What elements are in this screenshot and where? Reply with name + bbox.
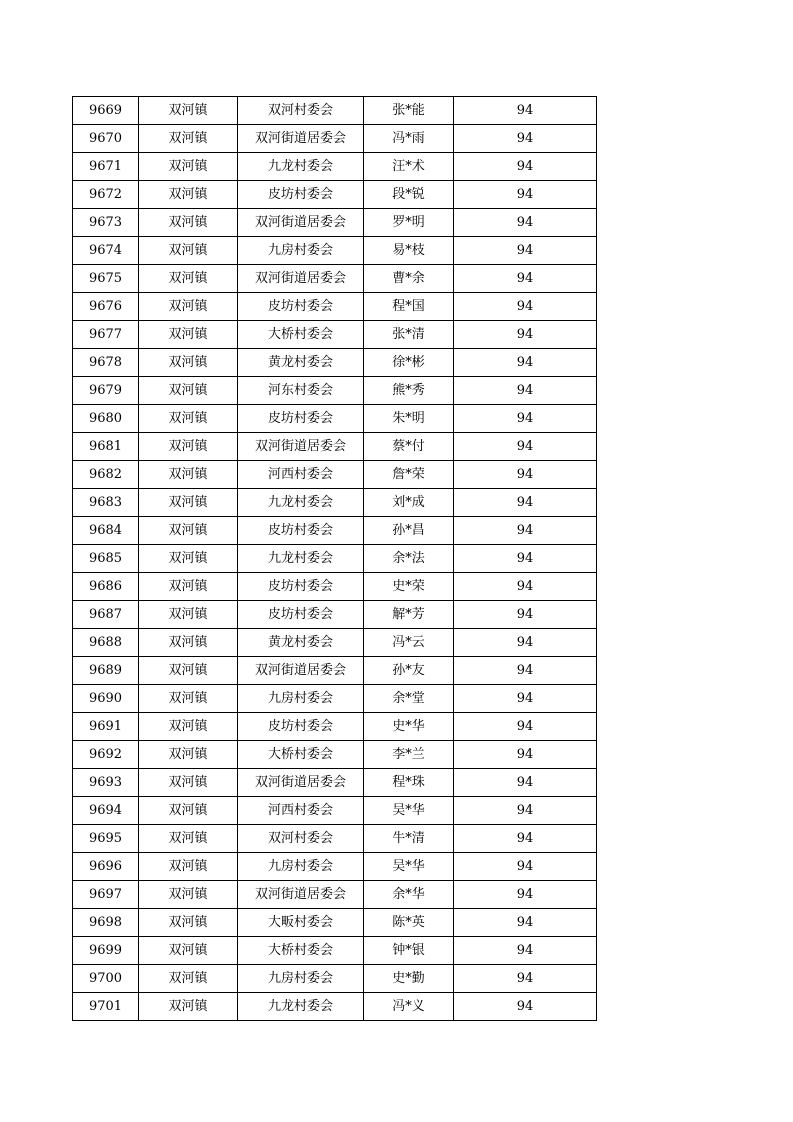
- serial-number-cell: 9674: [73, 237, 139, 265]
- person-name-cell: 徐*彬: [364, 349, 454, 377]
- score-cell: 94: [454, 125, 597, 153]
- roster-table: [72, 96, 597, 1021]
- town-cell: 双河镇: [139, 657, 238, 685]
- score-cell: 94: [454, 97, 597, 125]
- serial-number-cell: 9688: [73, 629, 139, 657]
- person-name-cell: 余*堂: [364, 685, 454, 713]
- table-row: [73, 881, 597, 909]
- town-cell: 双河镇: [139, 685, 238, 713]
- serial-number-cell: 9685: [73, 545, 139, 573]
- serial-number-cell: 9678: [73, 349, 139, 377]
- town-cell: 双河镇: [139, 321, 238, 349]
- town-cell: 双河镇: [139, 825, 238, 853]
- score-cell: 94: [454, 825, 597, 853]
- score-cell: 94: [454, 937, 597, 965]
- town-cell: 双河镇: [139, 629, 238, 657]
- serial-number-cell: 9671: [73, 153, 139, 181]
- table-row: [73, 97, 597, 125]
- village-committee-cell: 双河村委会: [238, 97, 364, 125]
- table-row: [73, 797, 597, 825]
- serial-number-cell: 9676: [73, 293, 139, 321]
- person-name-cell: 牛*清: [364, 825, 454, 853]
- serial-number-cell: 9683: [73, 489, 139, 517]
- score-cell: 94: [454, 853, 597, 881]
- town-cell: 双河镇: [139, 237, 238, 265]
- serial-number-cell: 9687: [73, 601, 139, 629]
- village-committee-cell: 九房村委会: [238, 853, 364, 881]
- town-cell: 双河镇: [139, 797, 238, 825]
- serial-number-cell: 9690: [73, 685, 139, 713]
- village-committee-cell: 皮坊村委会: [238, 293, 364, 321]
- person-name-cell: 詹*荣: [364, 461, 454, 489]
- village-committee-cell: 大畈村委会: [238, 909, 364, 937]
- table-row: [73, 181, 597, 209]
- town-cell: 双河镇: [139, 601, 238, 629]
- score-cell: 94: [454, 181, 597, 209]
- town-cell: 双河镇: [139, 405, 238, 433]
- person-name-cell: 熊*秀: [364, 377, 454, 405]
- serial-number-cell: 9679: [73, 377, 139, 405]
- person-name-cell: 吴*华: [364, 853, 454, 881]
- score-cell: 94: [454, 965, 597, 993]
- table-row: [73, 293, 597, 321]
- serial-number-cell: 9669: [73, 97, 139, 125]
- person-name-cell: 孙*昌: [364, 517, 454, 545]
- person-name-cell: 张*能: [364, 97, 454, 125]
- table-row: [73, 461, 597, 489]
- score-cell: 94: [454, 601, 597, 629]
- village-committee-cell: 九龙村委会: [238, 545, 364, 573]
- score-cell: 94: [454, 909, 597, 937]
- person-name-cell: 解*芳: [364, 601, 454, 629]
- table-row: [73, 993, 597, 1021]
- serial-number-cell: 9680: [73, 405, 139, 433]
- score-cell: 94: [454, 377, 597, 405]
- score-cell: 94: [454, 769, 597, 797]
- table-row: [73, 321, 597, 349]
- person-name-cell: 汪*术: [364, 153, 454, 181]
- village-committee-cell: 双河街道居委会: [238, 209, 364, 237]
- serial-number-cell: 9672: [73, 181, 139, 209]
- table-row: [73, 909, 597, 937]
- town-cell: 双河镇: [139, 937, 238, 965]
- serial-number-cell: 9695: [73, 825, 139, 853]
- person-name-cell: 史*勤: [364, 965, 454, 993]
- person-name-cell: 张*清: [364, 321, 454, 349]
- village-committee-cell: 河西村委会: [238, 797, 364, 825]
- village-committee-cell: 皮坊村委会: [238, 573, 364, 601]
- town-cell: 双河镇: [139, 293, 238, 321]
- village-committee-cell: 双河街道居委会: [238, 265, 364, 293]
- score-cell: 94: [454, 629, 597, 657]
- table-row: [73, 377, 597, 405]
- village-committee-cell: 九房村委会: [238, 237, 364, 265]
- score-cell: 94: [454, 517, 597, 545]
- score-cell: 94: [454, 657, 597, 685]
- table-row: [73, 517, 597, 545]
- person-name-cell: 程*国: [364, 293, 454, 321]
- serial-number-cell: 9697: [73, 881, 139, 909]
- person-name-cell: 史*华: [364, 713, 454, 741]
- village-committee-cell: 皮坊村委会: [238, 517, 364, 545]
- table-row: [73, 433, 597, 461]
- town-cell: 双河镇: [139, 461, 238, 489]
- village-committee-cell: 大桥村委会: [238, 937, 364, 965]
- serial-number-cell: 9701: [73, 993, 139, 1021]
- serial-number-cell: 9682: [73, 461, 139, 489]
- serial-number-cell: 9694: [73, 797, 139, 825]
- town-cell: 双河镇: [139, 853, 238, 881]
- person-name-cell: 罗*明: [364, 209, 454, 237]
- town-cell: 双河镇: [139, 573, 238, 601]
- person-name-cell: 曹*余: [364, 265, 454, 293]
- town-cell: 双河镇: [139, 433, 238, 461]
- score-cell: 94: [454, 153, 597, 181]
- town-cell: 双河镇: [139, 713, 238, 741]
- town-cell: 双河镇: [139, 97, 238, 125]
- score-cell: 94: [454, 461, 597, 489]
- roster-table-body: [73, 97, 597, 1021]
- village-committee-cell: 双河街道居委会: [238, 881, 364, 909]
- serial-number-cell: 9691: [73, 713, 139, 741]
- town-cell: 双河镇: [139, 517, 238, 545]
- score-cell: 94: [454, 293, 597, 321]
- score-cell: 94: [454, 685, 597, 713]
- score-cell: 94: [454, 741, 597, 769]
- table-row: [73, 405, 597, 433]
- table-row: [73, 825, 597, 853]
- village-committee-cell: 皮坊村委会: [238, 405, 364, 433]
- village-committee-cell: 九龙村委会: [238, 993, 364, 1021]
- serial-number-cell: 9675: [73, 265, 139, 293]
- village-committee-cell: 双河街道居委会: [238, 657, 364, 685]
- score-cell: 94: [454, 713, 597, 741]
- table-row: [73, 769, 597, 797]
- score-cell: 94: [454, 545, 597, 573]
- village-committee-cell: 双河街道居委会: [238, 125, 364, 153]
- village-committee-cell: 双河村委会: [238, 825, 364, 853]
- serial-number-cell: 9700: [73, 965, 139, 993]
- village-committee-cell: 黄龙村委会: [238, 629, 364, 657]
- score-cell: 94: [454, 237, 597, 265]
- village-committee-cell: 皮坊村委会: [238, 181, 364, 209]
- serial-number-cell: 9699: [73, 937, 139, 965]
- serial-number-cell: 9673: [73, 209, 139, 237]
- person-name-cell: 蔡*付: [364, 433, 454, 461]
- town-cell: 双河镇: [139, 741, 238, 769]
- score-cell: 94: [454, 573, 597, 601]
- village-committee-cell: 九龙村委会: [238, 153, 364, 181]
- person-name-cell: 史*荣: [364, 573, 454, 601]
- town-cell: 双河镇: [139, 181, 238, 209]
- person-name-cell: 程*珠: [364, 769, 454, 797]
- person-name-cell: 孙*友: [364, 657, 454, 685]
- table-row: [73, 713, 597, 741]
- town-cell: 双河镇: [139, 881, 238, 909]
- serial-number-cell: 9698: [73, 909, 139, 937]
- person-name-cell: 冯*义: [364, 993, 454, 1021]
- town-cell: 双河镇: [139, 125, 238, 153]
- table-row: [73, 629, 597, 657]
- town-cell: 双河镇: [139, 265, 238, 293]
- table-row: [73, 965, 597, 993]
- person-name-cell: 朱*明: [364, 405, 454, 433]
- person-name-cell: 段*锐: [364, 181, 454, 209]
- village-committee-cell: 九龙村委会: [238, 489, 364, 517]
- table-row: [73, 741, 597, 769]
- town-cell: 双河镇: [139, 909, 238, 937]
- table-row: [73, 209, 597, 237]
- table-row: [73, 657, 597, 685]
- serial-number-cell: 9677: [73, 321, 139, 349]
- score-cell: 94: [454, 993, 597, 1021]
- person-name-cell: 吴*华: [364, 797, 454, 825]
- score-cell: 94: [454, 209, 597, 237]
- town-cell: 双河镇: [139, 965, 238, 993]
- serial-number-cell: 9670: [73, 125, 139, 153]
- person-name-cell: 余*法: [364, 545, 454, 573]
- village-committee-cell: 皮坊村委会: [238, 713, 364, 741]
- table-row: [73, 237, 597, 265]
- person-name-cell: 冯*雨: [364, 125, 454, 153]
- table-row: [73, 153, 597, 181]
- person-name-cell: 刘*成: [364, 489, 454, 517]
- serial-number-cell: 9692: [73, 741, 139, 769]
- village-committee-cell: 黄龙村委会: [238, 349, 364, 377]
- village-committee-cell: 双河街道居委会: [238, 433, 364, 461]
- serial-number-cell: 9686: [73, 573, 139, 601]
- table-row: [73, 265, 597, 293]
- person-name-cell: 钟*银: [364, 937, 454, 965]
- serial-number-cell: 9689: [73, 657, 139, 685]
- table-row: [73, 545, 597, 573]
- score-cell: 94: [454, 405, 597, 433]
- town-cell: 双河镇: [139, 209, 238, 237]
- score-cell: 94: [454, 797, 597, 825]
- serial-number-cell: 9693: [73, 769, 139, 797]
- village-committee-cell: 皮坊村委会: [238, 601, 364, 629]
- person-name-cell: 冯*云: [364, 629, 454, 657]
- table-row: [73, 685, 597, 713]
- town-cell: 双河镇: [139, 153, 238, 181]
- score-cell: 94: [454, 489, 597, 517]
- serial-number-cell: 9684: [73, 517, 139, 545]
- score-cell: 94: [454, 321, 597, 349]
- table-row: [73, 573, 597, 601]
- serial-number-cell: 9696: [73, 853, 139, 881]
- town-cell: 双河镇: [139, 489, 238, 517]
- score-cell: 94: [454, 265, 597, 293]
- serial-number-cell: 9681: [73, 433, 139, 461]
- village-committee-cell: 大桥村委会: [238, 321, 364, 349]
- table-row: [73, 853, 597, 881]
- person-name-cell: 余*华: [364, 881, 454, 909]
- town-cell: 双河镇: [139, 377, 238, 405]
- table-row: [73, 601, 597, 629]
- town-cell: 双河镇: [139, 545, 238, 573]
- village-committee-cell: 河东村委会: [238, 377, 364, 405]
- village-committee-cell: 九房村委会: [238, 965, 364, 993]
- town-cell: 双河镇: [139, 349, 238, 377]
- score-cell: 94: [454, 881, 597, 909]
- town-cell: 双河镇: [139, 769, 238, 797]
- table-row: [73, 489, 597, 517]
- village-committee-cell: 双河街道居委会: [238, 769, 364, 797]
- person-name-cell: 李*兰: [364, 741, 454, 769]
- town-cell: 双河镇: [139, 993, 238, 1021]
- village-committee-cell: 九房村委会: [238, 685, 364, 713]
- score-cell: 94: [454, 433, 597, 461]
- village-committee-cell: 河西村委会: [238, 461, 364, 489]
- table-row: [73, 125, 597, 153]
- person-name-cell: 陈*英: [364, 909, 454, 937]
- score-cell: 94: [454, 349, 597, 377]
- table-row: [73, 937, 597, 965]
- village-committee-cell: 大桥村委会: [238, 741, 364, 769]
- table-row: [73, 349, 597, 377]
- person-name-cell: 易*枝: [364, 237, 454, 265]
